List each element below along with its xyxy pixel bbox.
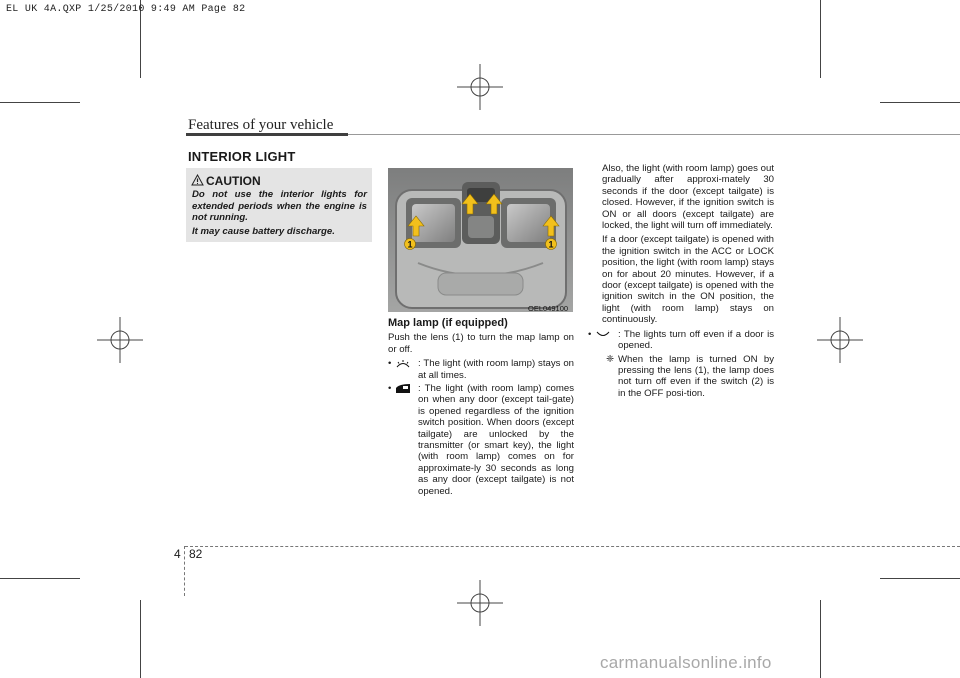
- header-rule: [186, 133, 348, 136]
- list-item: • : The light (with room lamp) comes on when any door (except tail-gate) is opened regardless of the ignition switch position. When doors (except tailgate) are unlocked by the transmitter (or smart key), the light (with room lamp) comes on for approximate-ly 30 seconds as long as any door (except tailgate) is not opened.: [388, 383, 574, 497]
- map-lamp-title: Map lamp (if equipped): [388, 317, 508, 329]
- list-item: • : The lights turn off even if a door is opened.: [588, 328, 774, 352]
- note: [588, 354, 774, 400]
- crop-mark: [140, 600, 141, 678]
- registration-mark-icon: [95, 315, 145, 365]
- note-mark: ❈: [606, 353, 615, 365]
- registration-mark-icon: [815, 315, 865, 365]
- lamp-behaviour-section: [588, 163, 774, 399]
- callout-label: 1: [548, 239, 554, 250]
- paragraph: Also, the light (with room lamp) goes out gradually after approxi-mately 30 seconds if the door (except tailgate) is closed. However, if the ignition switch is ON or all doors (except tailgate) are locked, the light will turn off immediately.: [602, 163, 774, 232]
- map-lamp-illustration: [388, 168, 573, 312]
- chapter-number: 4: [174, 547, 181, 561]
- footer-rule: [185, 546, 960, 547]
- paragraph: If a door (except tailgate) is opened with the ignition switch in the ACC or LOCK position, the light (with room lamp) stays on for about 20 minutes. However, if a door (except tailgate) is opened with the ignition switch in the ON position, the light (with room lamp) stays on continuously.: [602, 234, 774, 326]
- crop-mark: [0, 102, 80, 103]
- crop-mark: [820, 600, 821, 678]
- bullet-text: : The light (with room lamp) comes on when any door (except tail-gate) is opened regardless of the ignition switch position. When doors (except tailgate) are unlocked by the transmitter (or smart key), the light (with room lamp) comes on for approximate-ly 30 seconds as long as any door (except tailgate) is not opened.: [418, 383, 574, 497]
- registration-mark-icon: [455, 578, 505, 628]
- bullet-text: : The light (with room lamp) stays on at all times.: [418, 358, 574, 381]
- caution-title: CAUTION: [206, 174, 261, 188]
- print-slug: EL UK 4A.QXP 1/25/2010 9:49 AM Page 82: [6, 4, 246, 15]
- crop-mark: [0, 578, 80, 579]
- header-rule: [348, 134, 960, 135]
- footer-separator: [184, 546, 185, 596]
- crop-mark: [880, 102, 960, 103]
- section-title: INTERIOR LIGHT: [188, 149, 296, 164]
- map-lamp-photo: [388, 168, 573, 312]
- watermark: carmanualsonline.info: [600, 653, 772, 672]
- note-text: When the lamp is turned ON by pressing the lens (1), the lamp does not turn off even if the switch (2) is in the OFF posi-tion.: [618, 353, 774, 399]
- caution-line: It may cause battery discharge.: [192, 225, 335, 237]
- map-lamp-intro: Push the lens (1) to turn the map lamp on or off.: [388, 332, 574, 355]
- caution-box: [186, 168, 372, 242]
- warning-triangle-icon: [191, 174, 204, 186]
- caution-line: Do not use the interior lights for extended periods when the engine is not running.: [192, 189, 367, 224]
- crop-mark: [820, 0, 821, 78]
- bullet-text: : The lights turn off even if a door is opened.: [618, 328, 774, 352]
- list-item: • : The light (with room lamp) stays on at all times.: [388, 358, 574, 381]
- registration-mark-icon: [455, 62, 505, 112]
- map-lamp-section: [388, 318, 574, 499]
- door-icon: [394, 383, 412, 394]
- figure-code: OEL049100: [528, 304, 569, 313]
- callout-label: 1: [407, 239, 413, 250]
- page-number: 82: [189, 547, 203, 561]
- lamp-on-icon: [394, 359, 412, 369]
- page-header-title: Features of your vehicle: [188, 117, 334, 133]
- lamp-off-icon: [594, 329, 612, 339]
- crop-mark: [880, 578, 960, 579]
- caution-text: [192, 189, 367, 239]
